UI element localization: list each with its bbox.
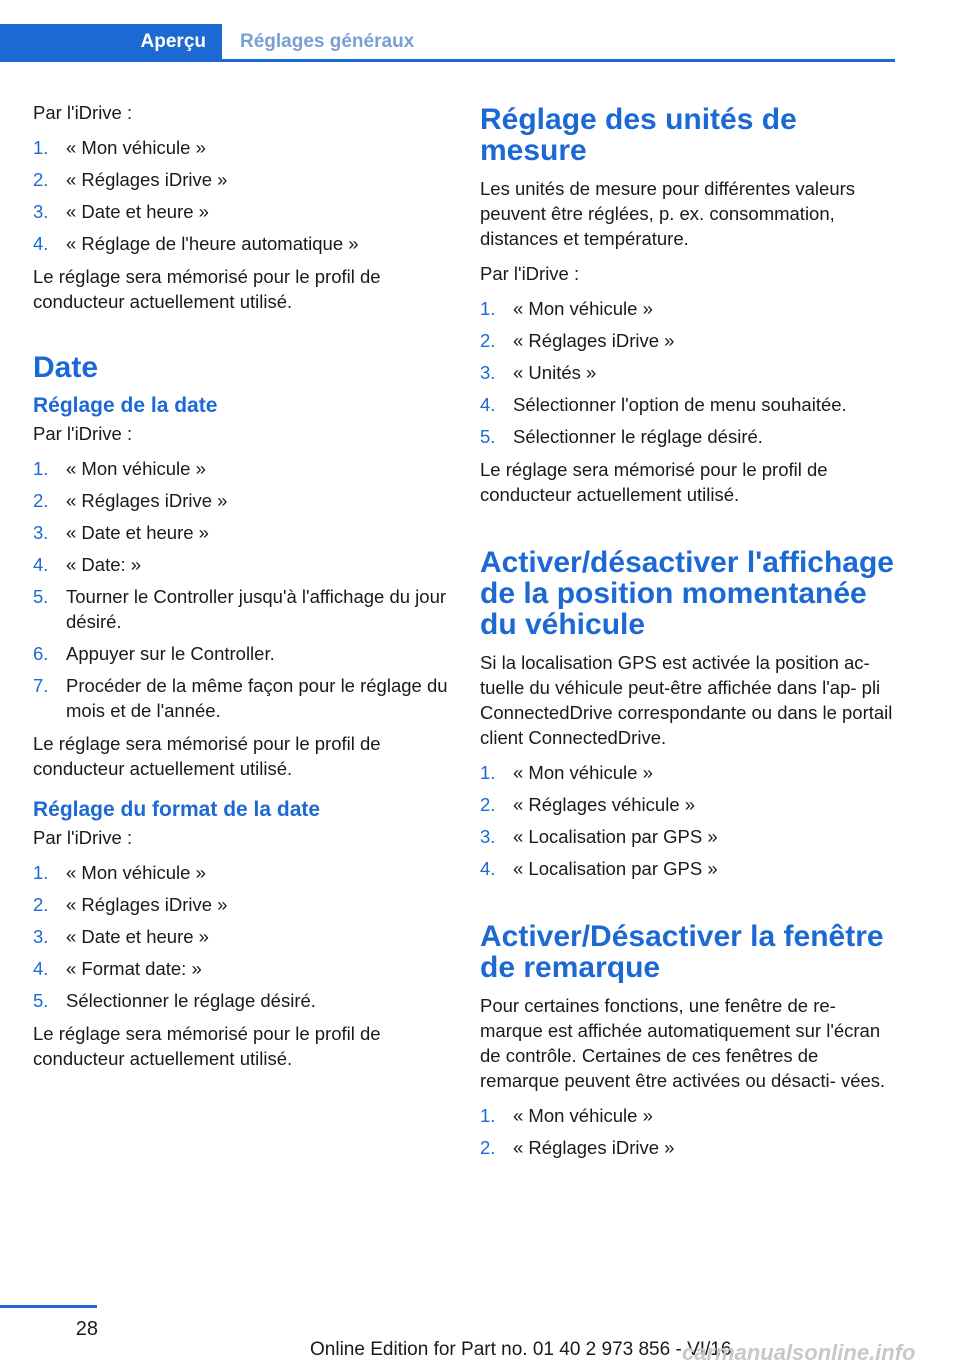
step-number: 3. [33, 522, 49, 543]
list-item [480, 296, 898, 321]
step-number: 2. [33, 169, 49, 190]
list-item [480, 1135, 898, 1160]
units-label: Par l'iDrive : [480, 263, 580, 284]
date-format-heading: Réglage du format de la date [33, 798, 321, 821]
list-item [33, 199, 453, 224]
step-number: 5. [480, 426, 496, 447]
step-number: 4. [33, 958, 49, 979]
date-heading: Date [33, 351, 99, 384]
units-steps [480, 296, 898, 449]
list-item [33, 956, 453, 981]
list-item [33, 584, 453, 634]
step-text: « Mon véhicule » [513, 762, 653, 783]
step-text: Procéder de la même façon pour le réglage du mois et de l'année. [66, 675, 448, 721]
intro-steps [33, 135, 453, 256]
date-setting-note: Le réglage sera mémorisé pour le profil de conducteur actuellement utilisé. [33, 733, 381, 779]
step-number: 4. [33, 233, 49, 254]
notice-steps [480, 1103, 898, 1160]
list-item [480, 824, 898, 849]
step-text: Sélectionner l'option de menu souhaitée. [513, 394, 847, 415]
list-item [33, 167, 453, 192]
list-item [33, 456, 453, 481]
step-text: « Mon véhicule » [513, 1105, 653, 1126]
step-text: « Format date: » [66, 958, 202, 979]
step-number: 1. [33, 862, 49, 883]
list-item [33, 135, 453, 160]
date-format-steps [33, 860, 453, 1013]
list-item [33, 231, 453, 256]
units-desc: Les unités de mesure pour différentes valeurs peuvent être réglées, p. ex. consommation, distances et température. [480, 178, 856, 249]
units-heading: Réglage des unités de mesure [480, 103, 797, 167]
step-number: 1. [33, 137, 49, 158]
step-number: 2. [33, 490, 49, 511]
step-number: 4. [480, 858, 496, 879]
step-text: « Mon véhicule » [513, 298, 653, 319]
units-note: Le réglage sera mémorisé pour le profil de conducteur actuellement utilisé. [480, 459, 828, 505]
position-desc: Si la localisation GPS est activée la position ac‐ tuelle du véhicule peut-être affichée dans l'ap‐ pli ConnectedDrive correspondante ou dans le portail client ConnectedDrive. [480, 652, 893, 748]
step-number: 1. [480, 298, 496, 319]
list-item [480, 1103, 898, 1128]
step-number: 2. [480, 330, 496, 351]
step-text: Appuyer sur le Controller. [66, 643, 275, 664]
step-number: 2. [480, 794, 496, 815]
step-text: « Date: » [66, 554, 142, 575]
list-item [33, 924, 453, 949]
list-item [33, 988, 453, 1013]
list-item [33, 892, 453, 917]
step-number: 3. [33, 926, 49, 947]
list-item [33, 860, 453, 885]
intro-note: Le réglage sera mémorisé pour le profil de conducteur actuellement utilisé. [33, 266, 381, 312]
list-item [480, 760, 898, 785]
footer-bar [0, 1305, 97, 1308]
right-column [480, 100, 898, 1168]
list-item [33, 488, 453, 513]
tab-apercu[interactable]: Aperçu [0, 24, 222, 59]
step-number: 3. [480, 826, 496, 847]
step-number: 2. [33, 894, 49, 915]
step-number: 2. [480, 1137, 496, 1158]
list-item [33, 520, 453, 545]
position-steps [480, 760, 898, 881]
step-number: 6. [33, 643, 49, 664]
step-text: « Réglages iDrive » [66, 894, 228, 915]
date-setting-label: Par l'iDrive : [33, 423, 133, 444]
edition-text: Online Edition for Part no. 01 40 2 973 856 - VI/16 [310, 1339, 732, 1360]
tab-reglages-generaux[interactable]: Réglages généraux [240, 30, 415, 52]
date-setting-heading: Réglage de la date [33, 394, 218, 417]
list-item [480, 360, 898, 385]
date-setting-steps [33, 456, 453, 723]
step-text: « Réglages véhicule » [513, 794, 696, 815]
step-text: « Réglages iDrive » [66, 490, 228, 511]
list-item [480, 856, 898, 881]
date-format-label: Par l'iDrive : [33, 827, 133, 848]
step-number: 4. [33, 554, 49, 575]
notice-desc: Pour certaines fonctions, une fenêtre de re‐ marque est affichée automatiquement sur l'écran de contrôle. Certaines de ces fenêtres de remarque peuvent être activées ou désacti‐ vées. [480, 995, 886, 1091]
step-number: 7. [33, 675, 49, 696]
page-number: 28 [75, 1318, 98, 1340]
step-text: Sélectionner le réglage désiré. [513, 426, 763, 447]
step-text: « Réglage de l'heure automatique » [66, 233, 359, 254]
step-number: 4. [480, 394, 496, 415]
list-item [480, 424, 898, 449]
step-text: « Unités » [513, 362, 597, 383]
step-text: « Localisation par GPS » [513, 826, 718, 847]
list-item [33, 552, 453, 577]
watermark: carmanualsonline.info [682, 1340, 916, 1365]
list-item [33, 641, 453, 666]
list-item [33, 673, 453, 723]
step-number: 5. [33, 990, 49, 1011]
step-number: 1. [480, 762, 496, 783]
notice-heading: Activer/Désactiver la fenêtre de remarque [480, 920, 884, 984]
step-text: Sélectionner le réglage désiré. [66, 990, 316, 1011]
step-text: « Date et heure » [66, 201, 209, 222]
step-number: 3. [33, 201, 49, 222]
step-text: Tourner le Controller jusqu'à l'affichage du jour désiré. [66, 586, 447, 632]
date-format-note: Le réglage sera mémorisé pour le profil de conducteur actuellement utilisé. [33, 1023, 381, 1069]
list-item [480, 392, 898, 417]
step-number: 3. [480, 362, 496, 383]
step-text: « Mon véhicule » [66, 137, 206, 158]
step-text: « Réglages iDrive » [513, 1137, 675, 1158]
step-text: « Réglages iDrive » [513, 330, 675, 351]
step-text: « Date et heure » [66, 522, 209, 543]
left-column [33, 100, 453, 1081]
step-number: 1. [480, 1105, 496, 1126]
position-heading: Activer/désactiver l'affichage de la position momentanée du véhicule [480, 546, 894, 641]
step-text: « Date et heure » [66, 926, 209, 947]
step-text: « Réglages iDrive » [66, 169, 228, 190]
step-text: « Mon véhicule » [66, 862, 206, 883]
step-number: 1. [33, 458, 49, 479]
list-item [480, 792, 898, 817]
header-bar [0, 24, 895, 62]
intro-label: Par l'iDrive : [33, 102, 133, 123]
step-text: « Localisation par GPS » [513, 858, 718, 879]
step-number: 5. [33, 586, 49, 607]
list-item [480, 328, 898, 353]
step-text: « Mon véhicule » [66, 458, 206, 479]
